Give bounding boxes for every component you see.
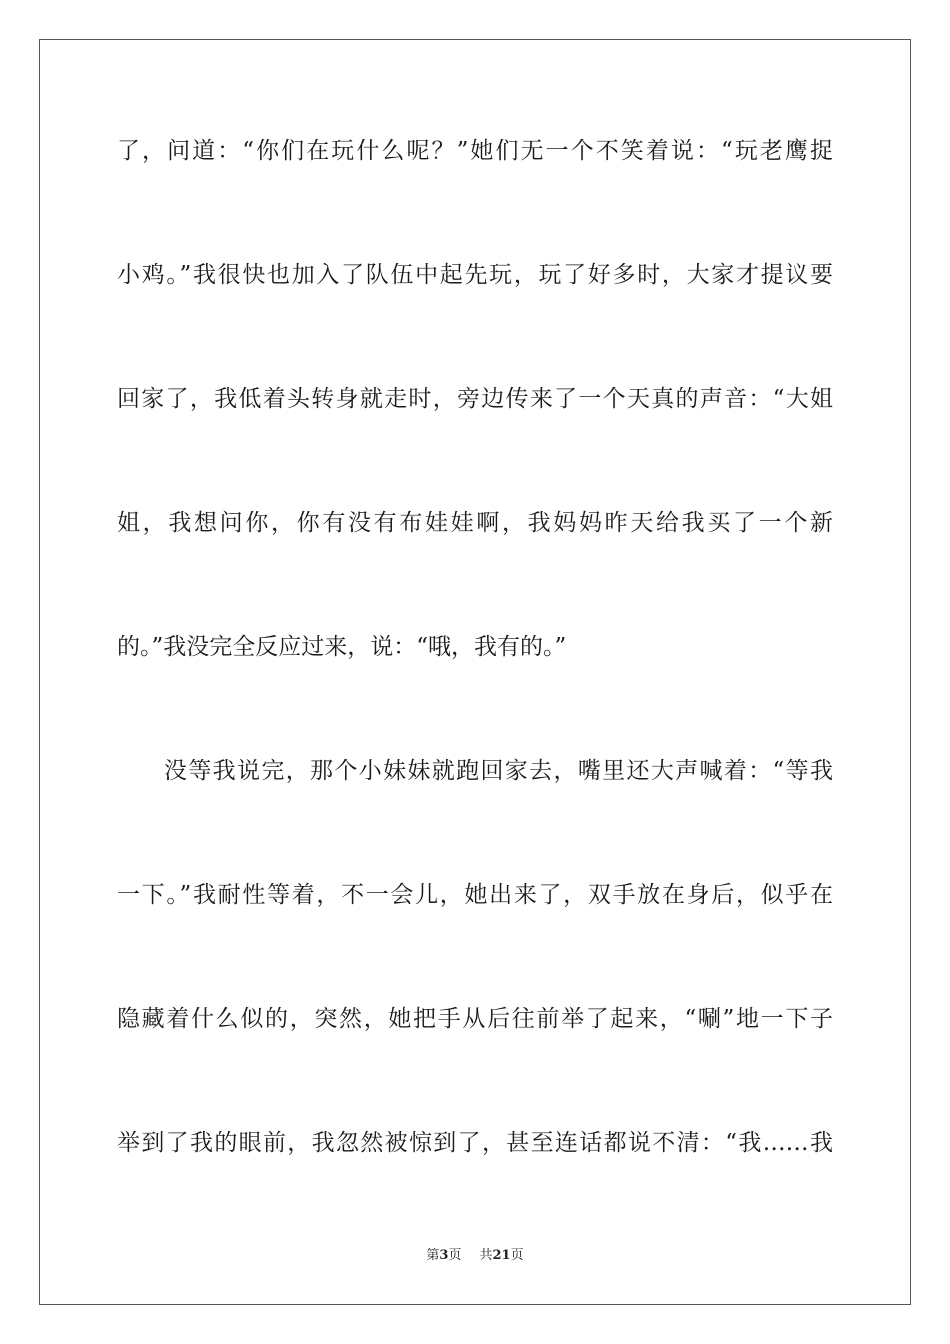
page-number: 3 [439,1248,449,1263]
body-text-line-9: 举到了我的眼前，我忽然被惊到了，甚至连话都说不清：“我……我 [117,1130,833,1156]
body-text-line-6: 没等我说完，那个小妹妹就跑回家去，嘴里还大声喊着：“等我 [164,758,833,784]
body-text-line-8: 隐藏着什么似的，突然，她把手从后往前举了起来，“唰”地一下子 [117,1006,833,1032]
total-pages: 21 [492,1248,511,1263]
body-text-line-2: 小鸡。”我很快也加入了队伍中起先玩，玩了好多时，大家才提议要 [117,262,833,288]
page-indicator: 第3页 [426,1248,462,1263]
body-text-line-3: 回家了，我低着头转身就走时，旁边传来了一个天真的声音：“大姐 [117,386,833,412]
body-text-line-4: 姐，我想问你，你有没有布娃娃啊，我妈妈昨天给我买了一个新 [117,510,833,536]
total-pages-indicator: 共21页 [479,1248,524,1263]
body-text-line-7: 一下。”我耐性等着，不一会儿，她出来了，双手放在身后，似乎在 [117,882,833,908]
body-text-line-5: 的。”我没完全反应过来，说：“哦，我有的。” [117,634,567,660]
page-frame [39,39,911,1305]
page-footer [0,1247,950,1265]
body-text-line-1: 了，问道：“你们在玩什么呢？”她们无一个不笑着说：“玩老鹰捉 [117,138,833,164]
